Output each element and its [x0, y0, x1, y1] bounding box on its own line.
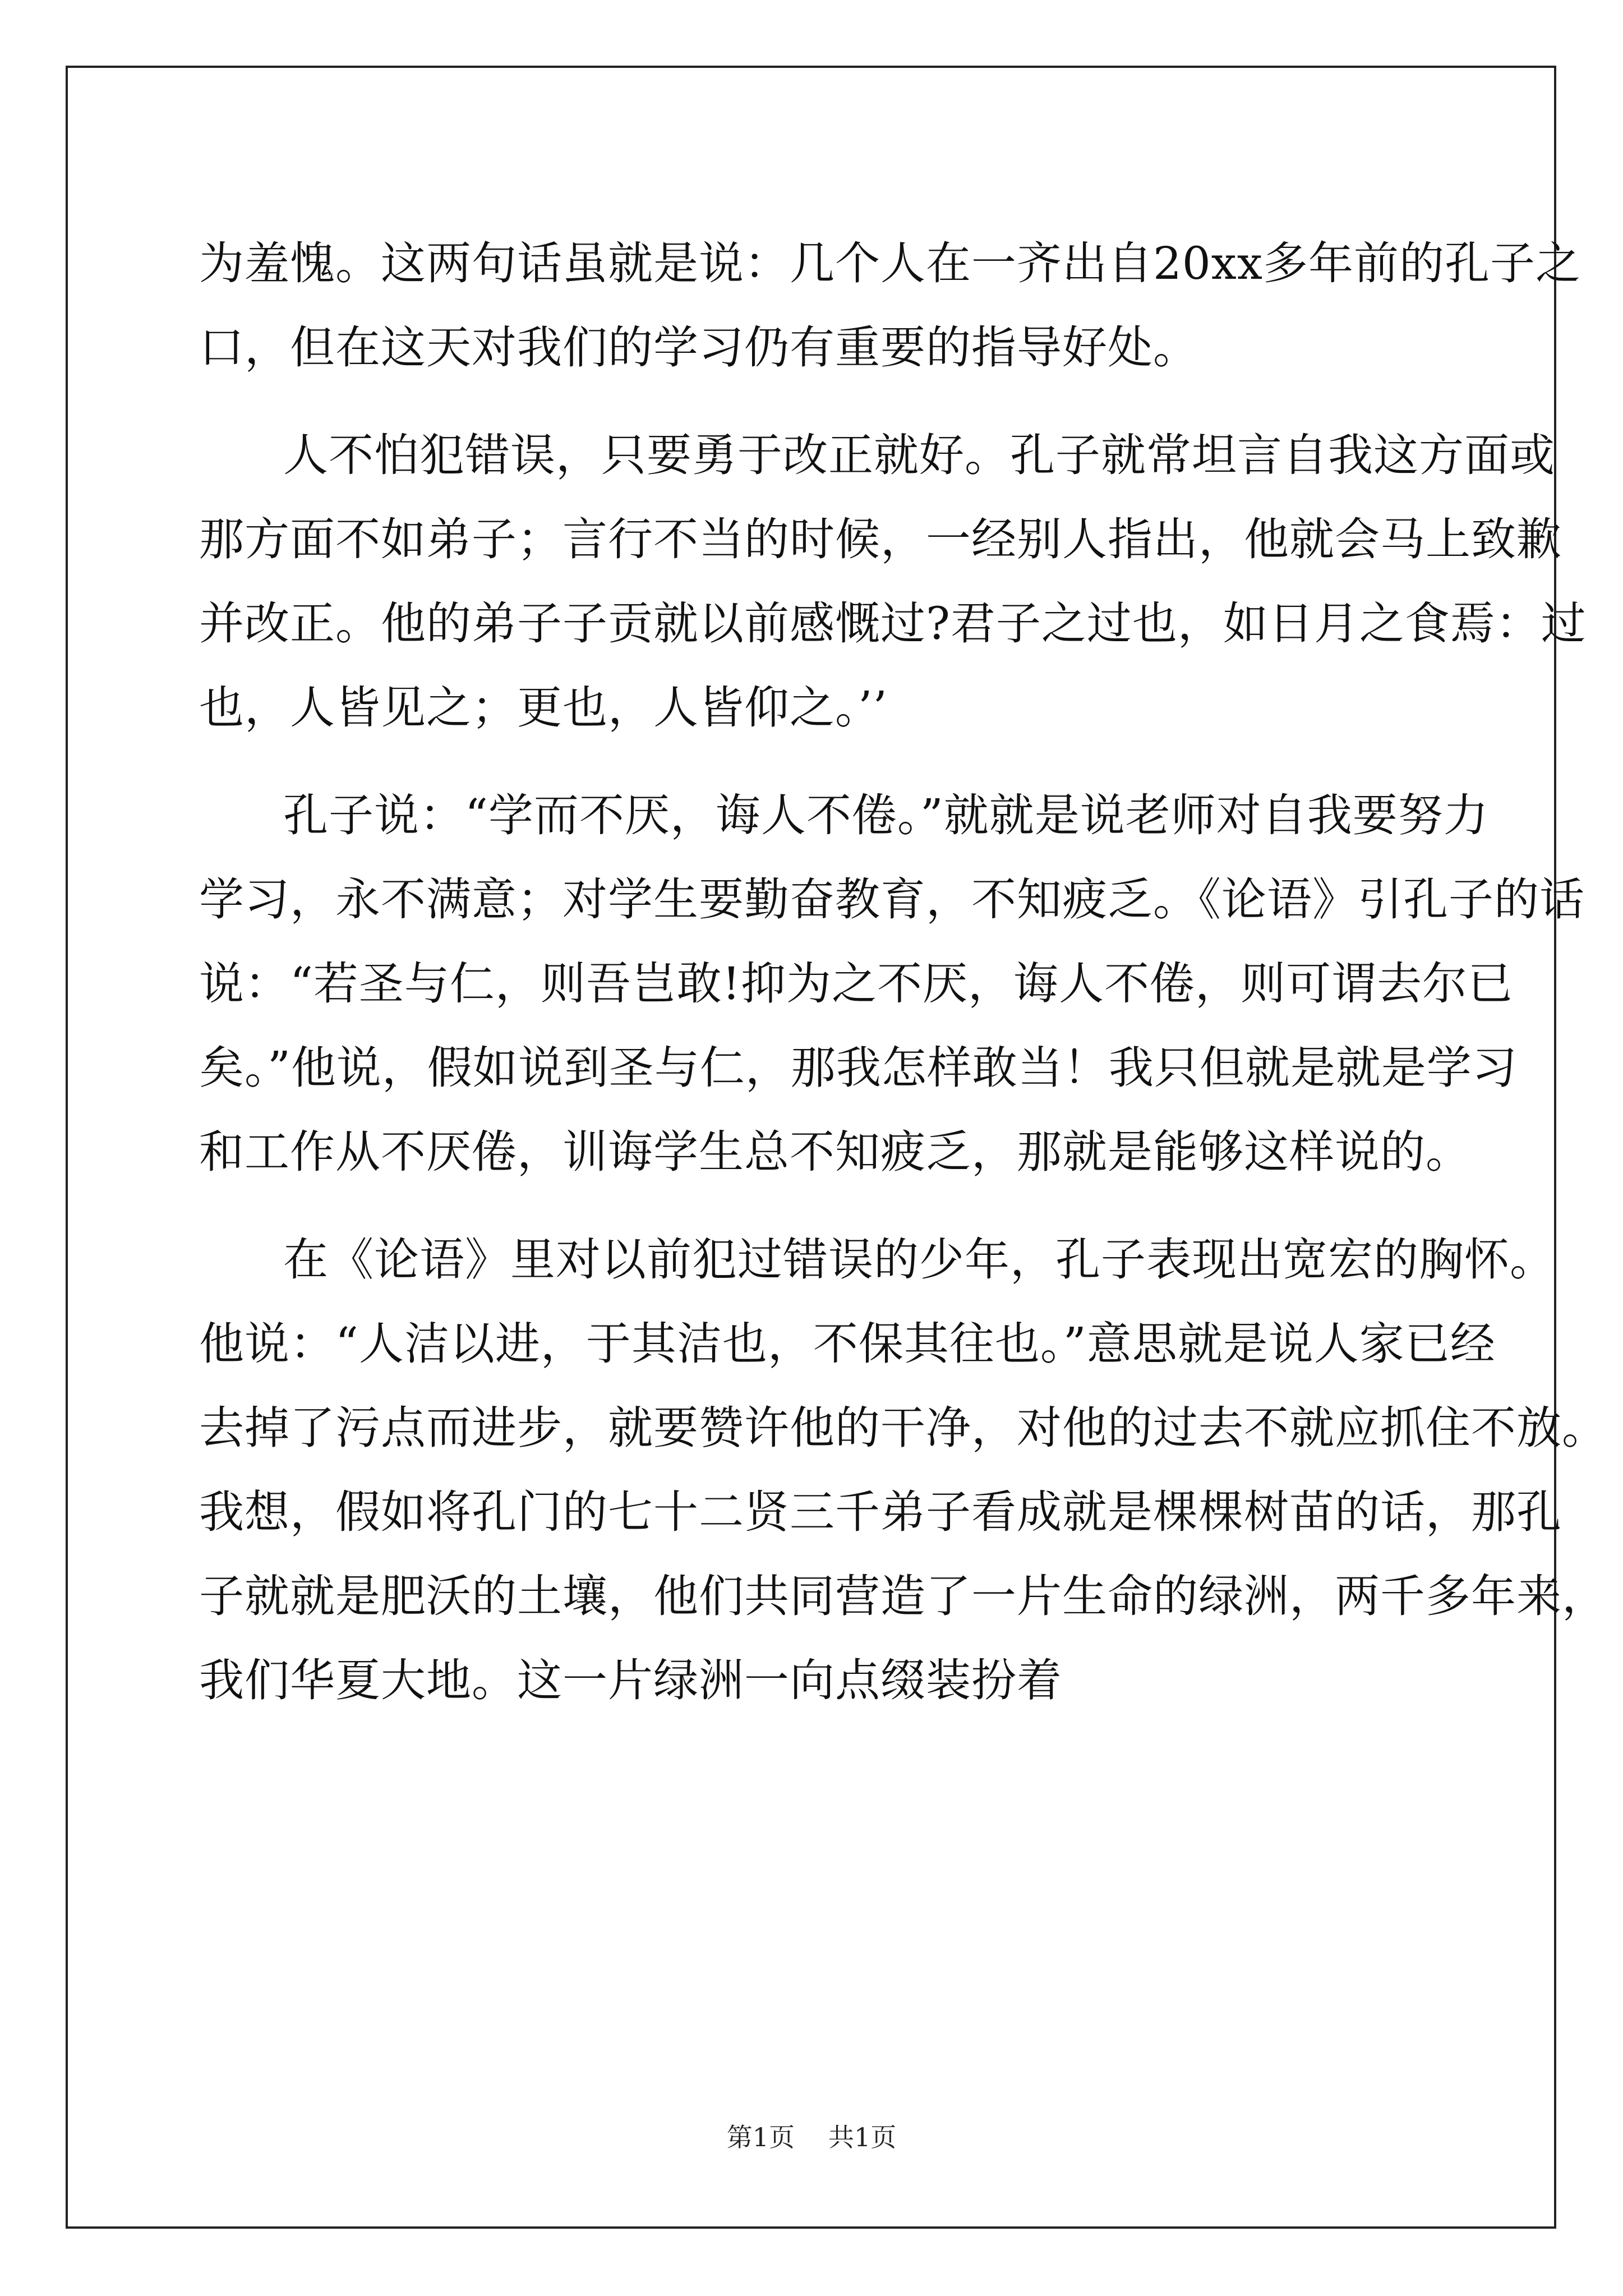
- text-line: 口，但在这天对我们的学习仍有重要的指导好处。: [199, 321, 1198, 374]
- paragraph-first-line: 在《论语》里对以前犯过错误的少年，孔子表现出宽宏的胸怀。: [283, 1234, 1555, 1286]
- paragraph-first-line: 孔子说：“学而不厌，诲人不倦。”就就是说老师对自我要努力: [283, 789, 1489, 841]
- text-line: 也，人皆见之；更也，人皆仰之。’’: [199, 682, 888, 734]
- text-line: 学习，永不满意；对学生要勤奋教育，不知疲乏。《论语》引孔子的话: [199, 873, 1585, 926]
- page-number: 第1页: [726, 2122, 795, 2152]
- page-total: 共1页: [828, 2122, 897, 2152]
- text-line: 并改正。他的弟子子贡就以前感慨过?君子之过也，如日月之食焉：过: [199, 597, 1587, 650]
- page-footer: [0, 2120, 1623, 2154]
- text-line: 子就就是肥沃的土壤，他们共同营造了一片生命的绿洲，两千多年来，: [199, 1570, 1607, 1622]
- text-line: 他说：“人洁以进，于其洁也，不保其往也。”意思就是说人家已经: [199, 1318, 1496, 1370]
- text-line: 和工作从不厌倦，训诲学生总不知疲乏，那就是能够这样说的。: [199, 1126, 1471, 1178]
- text-line: 为羞愧。这两句话虽就是说：几个人在一齐出自20xx多年前的孔子之: [199, 237, 1581, 289]
- text-line: 说：“若圣与仁，则吾岂敢!抑为之不厌，诲人不倦，则可谓去尔已: [199, 958, 1514, 1010]
- paragraph-first-line: 人不怕犯错误，只要勇于改正就好。孔子就常坦言自我这方面或: [283, 429, 1555, 481]
- text-line: 那方面不如弟子；言行不当的时候，一经别人指出，他就会马上致歉: [199, 513, 1562, 565]
- text-line: 矣。”他说，假如说到圣与仁，那我怎样敢当！我只但就是就是学习: [199, 1042, 1518, 1094]
- text-line: 我想，假如将孔门的七十二贤三千弟子看成就是棵棵树苗的话，那孔: [199, 1486, 1562, 1538]
- text-line: 我们华夏大地。这一片绿洲一向点缀装扮着: [199, 1654, 1062, 1706]
- text-line: 去掉了污点而进步，就要赞许他的干净，对他的过去不就应抓住不放。: [199, 1402, 1607, 1454]
